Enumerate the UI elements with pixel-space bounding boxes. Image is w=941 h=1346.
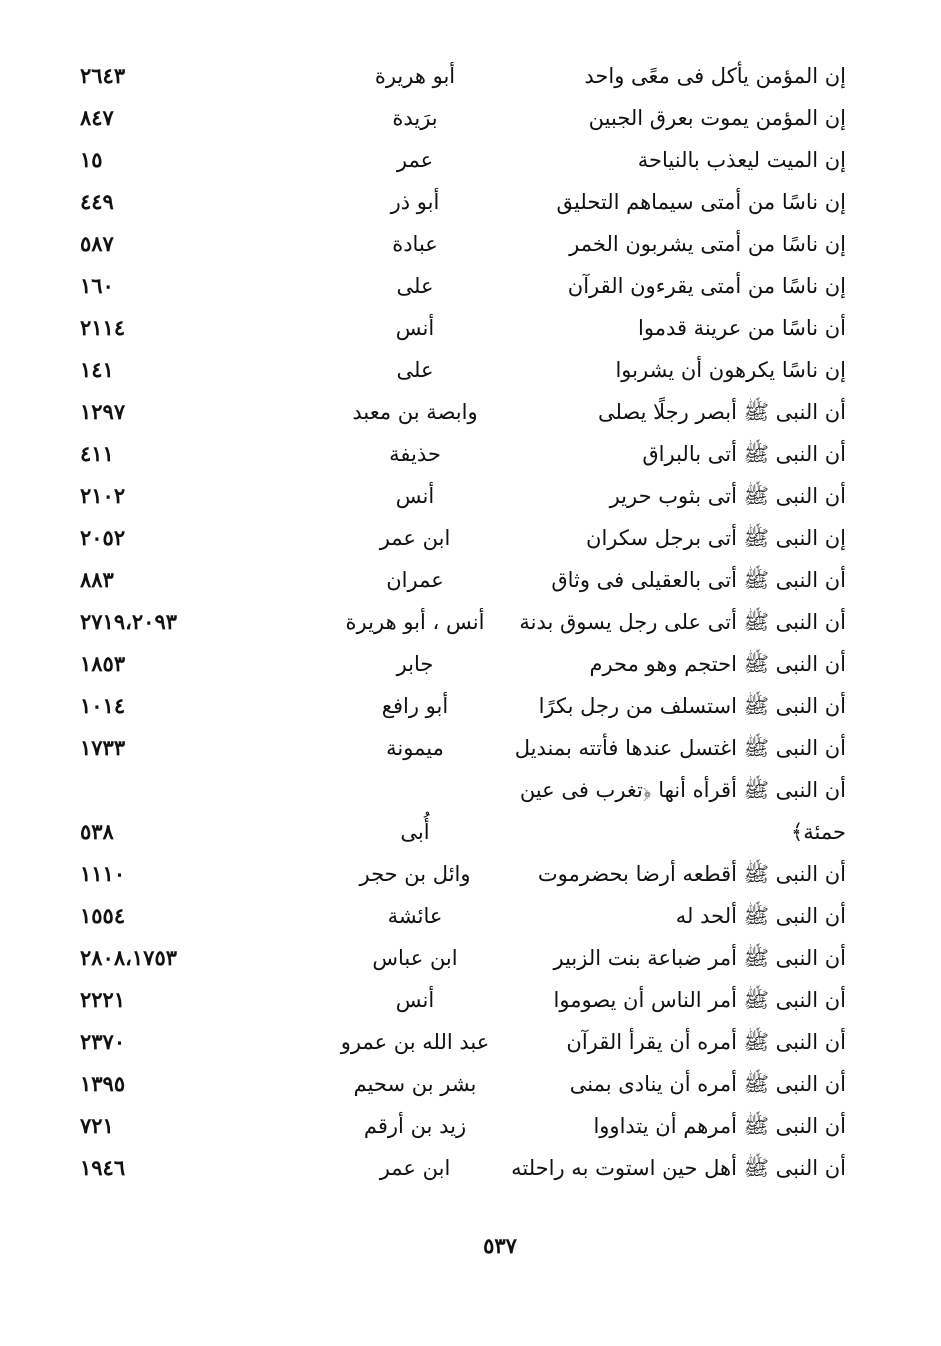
index-row bbox=[0, 979, 941, 1021]
narrator-name: أنس bbox=[395, 988, 435, 1012]
narrator-name: أنس ، أبو هريرة bbox=[345, 610, 485, 634]
narrator-name: عائشة bbox=[387, 904, 443, 928]
page-number: ٥٣٧ bbox=[483, 1233, 517, 1258]
index-row bbox=[0, 55, 941, 97]
hadith-number bbox=[80, 769, 290, 811]
hadith-number: ١٢٩٧ bbox=[80, 399, 126, 424]
hadith-text: أن النبى ﷺ أقطعه أرضا بحضرموت bbox=[537, 862, 846, 886]
hadith-text: أن النبى ﷺ أمرهم أن يتداووا bbox=[593, 1114, 846, 1138]
hadith-text: حمئة﴾ bbox=[790, 820, 846, 844]
index-row bbox=[0, 97, 941, 139]
index-row bbox=[0, 475, 941, 517]
hadith-text: أن النبى ﷺ أمر ضباعة بنت الزبير bbox=[553, 946, 846, 970]
narrator-name: أُبى bbox=[400, 820, 430, 844]
narrator-name: ابن عمر bbox=[379, 1156, 451, 1180]
hadith-text: إن المؤمن يأكل فى معًى واحد bbox=[584, 64, 846, 88]
hadith-number: ٢١١٤ bbox=[80, 315, 126, 340]
hadith-text: أن النبى ﷺ اغتسل عندها فأتته بمنديل bbox=[514, 736, 846, 760]
hadith-text: أن النبى ﷺ أتى بالبراق bbox=[642, 442, 846, 466]
index-row bbox=[0, 265, 941, 307]
narrator-name: برَيدة bbox=[392, 106, 438, 130]
hadith-text: إن ناسًا من أمتى يقرءون القرآن bbox=[567, 274, 846, 298]
hadith-text: أن النبى ﷺ استسلف من رجل بكرًا bbox=[538, 694, 846, 718]
narrator-name: على bbox=[396, 274, 434, 298]
narrator-name: زيد بن أرقم bbox=[363, 1114, 467, 1138]
index-row bbox=[0, 517, 941, 559]
narrator-name bbox=[300, 769, 530, 811]
narrator-name: حذيفة bbox=[389, 442, 441, 466]
hadith-number: ٢٢٢١ bbox=[80, 987, 126, 1012]
hadith-number: ٢١٠٢ bbox=[80, 483, 126, 508]
narrator-name: ابن عمر bbox=[379, 526, 451, 550]
hadith-text: أن النبى ﷺ أهل حين استوت به راحلته bbox=[511, 1156, 846, 1180]
hadith-number: ٢٦٤٣ bbox=[80, 63, 126, 88]
index-row bbox=[0, 349, 941, 391]
hadith-number: ٢٣٧٠ bbox=[80, 1029, 126, 1054]
hadith-number: ٨٤٧ bbox=[80, 105, 114, 130]
hadith-number: ٤١١ bbox=[80, 441, 114, 466]
hadith-number: ١٨٥٣ bbox=[80, 651, 126, 676]
hadith-number: ٧٢١ bbox=[80, 1113, 114, 1138]
index-row bbox=[0, 601, 941, 643]
hadith-text: إن النبى ﷺ أتى برجل سكران bbox=[586, 526, 846, 550]
narrator-name: أبو ذر bbox=[390, 190, 440, 214]
hadith-text: أن النبى ﷺ أمره أن ينادى بمنى bbox=[569, 1072, 846, 1096]
hadith-number: ٥٣٨ bbox=[80, 819, 114, 844]
index-row bbox=[0, 643, 941, 685]
narrator-name: عمران bbox=[386, 568, 444, 592]
hadith-text: إن ناسًا من أمتى يشربون الخمر bbox=[569, 232, 846, 256]
index-row bbox=[0, 937, 941, 979]
index-row bbox=[0, 1021, 941, 1063]
hadith-number: ١٩٤٦ bbox=[80, 1155, 126, 1180]
hadith-text: إن المؤمن يموت بعرق الجبين bbox=[588, 106, 846, 130]
hadith-number: ١٣٩٥ bbox=[80, 1071, 126, 1096]
hadith-number: ١٥٥٤ bbox=[80, 903, 126, 928]
hadith-text: إن ناسًا من أمتى سيماهم التحليق bbox=[556, 190, 846, 214]
index-table bbox=[0, 55, 941, 1189]
hadith-number: ٤٤٩ bbox=[80, 189, 114, 214]
narrator-name: عبد الله بن عمرو bbox=[340, 1030, 490, 1054]
narrator-name: أنس bbox=[395, 484, 435, 508]
hadith-number: ١٥ bbox=[80, 147, 103, 172]
hadith-text: أن النبى ﷺ احتجم وهو محرم bbox=[589, 652, 846, 676]
index-row bbox=[0, 811, 941, 853]
hadith-text: أن النبى ﷺ ألحد له bbox=[675, 904, 846, 928]
hadith-text: أن النبى ﷺ أمره أن يقرأ القرآن bbox=[566, 1030, 846, 1054]
hadith-text: أن النبى ﷺ أتى بالعقيلى فى وثاق bbox=[551, 568, 846, 592]
index-row bbox=[0, 433, 941, 475]
hadith-number: ٢٧١٩،٢٠٩٣ bbox=[80, 609, 178, 634]
index-row bbox=[0, 895, 941, 937]
hadith-number: ١٧٣٣ bbox=[80, 735, 126, 760]
index-row bbox=[0, 391, 941, 433]
narrator-name: أبو رافع bbox=[381, 694, 449, 718]
hadith-number: ٢٠٥٢ bbox=[80, 525, 126, 550]
index-row bbox=[0, 307, 941, 349]
narrator-name: بشر بن سحيم bbox=[353, 1072, 477, 1096]
hadith-text: أن النبى ﷺ أتى على رجل يسوق بدنة bbox=[519, 610, 846, 634]
index-row bbox=[0, 1105, 941, 1147]
narrator-name: وابصة بن معبد bbox=[352, 400, 478, 424]
hadith-text: إن الميت ليعذب بالنياحة bbox=[637, 148, 846, 172]
index-row bbox=[0, 1063, 941, 1105]
index-row bbox=[0, 769, 941, 811]
narrator-name: جابر bbox=[396, 652, 434, 676]
hadith-text: أن النبى ﷺ أبصر رجلًا يصلى bbox=[597, 400, 846, 424]
hadith-number: ١٤١ bbox=[80, 357, 114, 382]
index-row bbox=[0, 223, 941, 265]
hadith-number: ٨٨٣ bbox=[80, 567, 114, 592]
index-row bbox=[0, 727, 941, 769]
index-row bbox=[0, 139, 941, 181]
hadith-text: إن ناسًا يكرهون أن يشربوا bbox=[615, 358, 846, 382]
hadith-number: ١٦٠ bbox=[80, 273, 114, 298]
narrator-name: أبو هريرة bbox=[374, 64, 456, 88]
narrator-name: ميمونة bbox=[386, 736, 444, 760]
index-row bbox=[0, 1147, 941, 1189]
hadith-text: أن ناسًا من عرينة قدموا bbox=[638, 316, 846, 340]
hadith-text: أن النبى ﷺ أمر الناس أن يصوموا bbox=[553, 988, 846, 1012]
narrator-name: وائل بن حجر bbox=[359, 862, 471, 886]
narrator-name: عبادة bbox=[392, 232, 438, 256]
index-row bbox=[0, 685, 941, 727]
index-row bbox=[0, 559, 941, 601]
index-row bbox=[0, 181, 941, 223]
hadith-text: أن النبى ﷺ أقرأه أنها ﴿تغرب فى عين bbox=[519, 778, 846, 802]
narrator-name: ابن عباس bbox=[372, 946, 458, 970]
narrator-name: عمر bbox=[396, 148, 434, 172]
hadith-number: ٢٨٠٨،١٧٥٣ bbox=[80, 945, 178, 970]
hadith-number: ١٠١٤ bbox=[80, 693, 126, 718]
hadith-number: ١١١٠ bbox=[80, 861, 126, 886]
index-row bbox=[0, 853, 941, 895]
narrator-name: على bbox=[396, 358, 434, 382]
narrator-name: أنس bbox=[395, 316, 435, 340]
hadith-text: أن النبى ﷺ أتى بثوب حرير bbox=[609, 484, 846, 508]
hadith-number: ٥٨٧ bbox=[80, 231, 114, 256]
